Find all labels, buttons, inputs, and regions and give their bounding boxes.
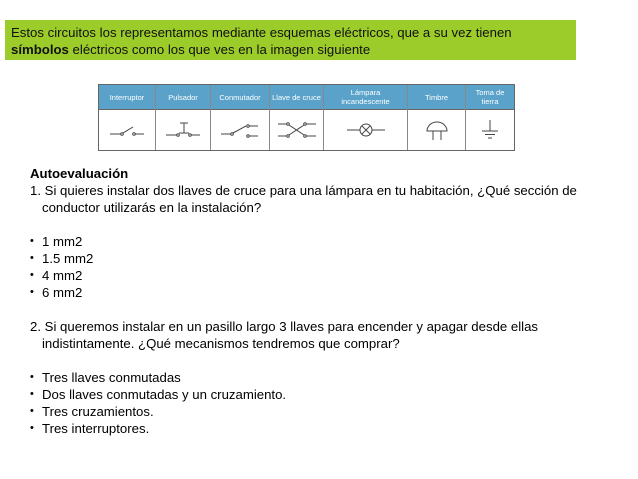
option-label: 4 mm2	[42, 268, 83, 283]
symbol-column-conmutador	[211, 85, 270, 150]
electrical-symbols-table	[98, 84, 515, 151]
list-item	[30, 369, 635, 386]
symbol-column-lampara	[324, 85, 408, 150]
question-1-line-1: 1. Si quieres instalar dos llaves de cruce para una lámpara en tu habitación, ¿Qué sección de	[30, 183, 577, 198]
bullet-icon: •	[30, 405, 34, 417]
option-label: 1.5 mm2	[42, 251, 94, 266]
question-1	[30, 182, 635, 216]
symbol-header: Interruptor	[99, 85, 155, 110]
symbol-column-timbre	[408, 85, 466, 150]
symbol-header: Toma de tierra	[466, 85, 514, 110]
list-item	[30, 233, 635, 250]
question-2-line-1: 2. Si queremos instalar en un pasillo largo 3 llaves para encender y apagar desde ellas	[30, 319, 539, 334]
section-title: Autoevaluación	[30, 166, 129, 181]
push-button-symbol-icon	[156, 110, 210, 150]
option-label: 6 mm2	[42, 285, 83, 300]
question-1-options	[30, 233, 635, 301]
symbol-header: Lámpara incandescente	[324, 85, 407, 110]
lamp-symbol-icon	[324, 110, 407, 150]
bullet-icon: •	[30, 269, 34, 281]
question-1-line-2: conductor utilizarás en la instalación?	[42, 200, 262, 215]
symbol-column-toma-de-tierra	[466, 85, 514, 150]
option-label: Tres cruzamientos.	[42, 404, 154, 419]
banner-line-2	[11, 41, 570, 58]
symbol-column-pulsador	[156, 85, 211, 150]
question-2-line-2: indistintamente. ¿Qué mecanismos tendremos que comprar?	[42, 336, 400, 351]
symbol-column-interruptor	[99, 85, 156, 150]
banner-line-2-rest: eléctricos como los que ves en la imagen siguiente	[68, 42, 371, 57]
bullet-icon: •	[30, 286, 34, 298]
list-item	[30, 267, 635, 284]
list-item	[30, 403, 635, 420]
question-2-options	[30, 369, 635, 437]
intro-banner	[5, 20, 576, 60]
list-item	[30, 386, 635, 403]
symbol-column-llave-de-cruce	[270, 85, 324, 150]
bullet-icon: •	[30, 235, 34, 247]
symbol-header: Llave de cruce	[270, 85, 323, 110]
self-assessment	[30, 165, 635, 437]
banner-bold-word: símbolos	[11, 42, 69, 57]
banner-line-1: Estos circuitos los representamos mediante esquemas eléctricos, que a su vez tienen	[11, 25, 512, 40]
bullet-icon: •	[30, 371, 34, 383]
symbol-header: Pulsador	[156, 85, 210, 110]
question-2	[30, 318, 635, 352]
option-label: Tres interruptores.	[42, 421, 150, 436]
list-item	[30, 284, 635, 301]
bullet-icon: •	[30, 422, 34, 434]
bullet-icon: •	[30, 252, 34, 264]
list-item	[30, 250, 635, 267]
option-label: 1 mm2	[42, 234, 83, 249]
list-item	[30, 420, 635, 437]
cross-switch-symbol-icon	[270, 110, 323, 150]
ground-symbol-icon	[466, 110, 514, 150]
symbol-header: Timbre	[408, 85, 465, 110]
symbol-header: Conmutador	[211, 85, 269, 110]
bullet-icon: •	[30, 388, 34, 400]
bell-symbol-icon	[408, 110, 465, 150]
switch-symbol-icon	[99, 110, 155, 150]
changeover-switch-symbol-icon	[211, 110, 269, 150]
option-label: Tres llaves conmutadas	[42, 370, 181, 385]
option-label: Dos llaves conmutadas y un cruzamiento.	[42, 387, 287, 402]
